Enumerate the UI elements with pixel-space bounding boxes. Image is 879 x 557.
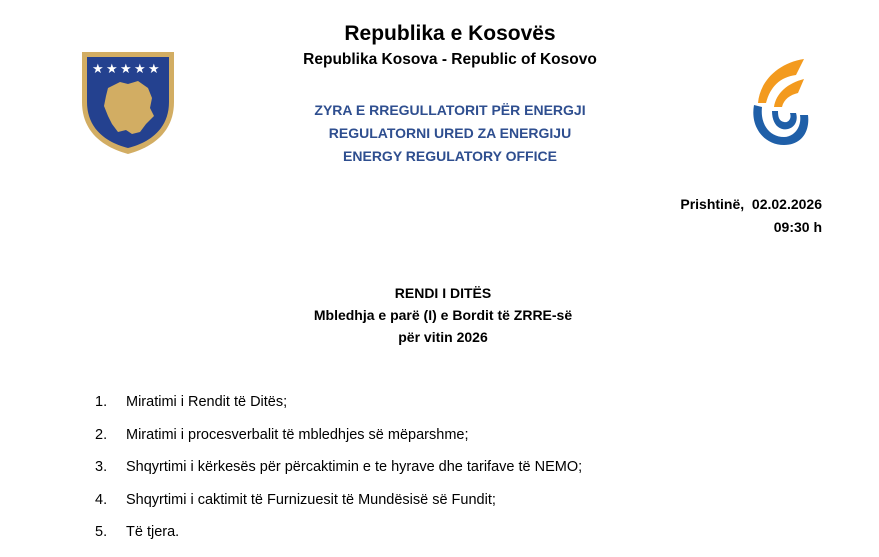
meeting-time: 09:30 h: [773, 219, 822, 235]
office-name-albanian: ZYRA E RREGULLATORIT PËR ENERGJI: [314, 102, 586, 118]
agenda-item-number: 5.: [95, 524, 108, 540]
svg-text:★: ★: [106, 62, 118, 77]
agenda-item: [95, 492, 582, 525]
svg-text:★: ★: [134, 62, 146, 77]
agenda-item: [95, 394, 582, 427]
svg-text:★: ★: [92, 62, 104, 77]
place-date: Prishtinë, 02.02.2026: [680, 196, 822, 212]
svg-text:★: ★: [120, 62, 132, 77]
agenda-list: [95, 394, 582, 557]
office-name-english: ENERGY REGULATORY OFFICE: [343, 148, 557, 164]
svg-text:★: ★: [148, 62, 160, 77]
agenda-item-number: 2.: [95, 426, 108, 443]
agenda-item-text: Të tjera.: [126, 524, 180, 540]
agenda-item: [95, 427, 582, 460]
meeting-year: për vitin 2026: [398, 329, 488, 345]
agenda-item-text: Miratimi i procesverbalit të mbledhjes së mëparshme;: [126, 426, 469, 443]
office-name-serbian: REGULATORNI URED ZA ENERGIJU: [328, 125, 572, 141]
country-name-albanian: Republika e Kosovës: [344, 22, 556, 45]
document-title: RENDI I DITËS: [394, 285, 492, 301]
agenda-item-text: Miratimi i Rendit të Ditës;: [126, 394, 288, 410]
agenda-item: [95, 459, 582, 492]
meeting-subtitle: Mbledhja e parë (I) e Bordit të ZRRE-së: [313, 307, 573, 323]
country-name-serbian-english: Republika Kosova - Republic of Kosovo: [303, 51, 597, 68]
agenda-item-number: 1.: [95, 394, 108, 410]
agenda-item-number: 4.: [95, 491, 108, 508]
agenda-item-text: Shqyrtimi i caktimit të Furnizuesit të Mundësisë së Fundit;: [126, 491, 496, 508]
agenda-item-number: 3.: [95, 459, 108, 475]
agenda-item-text: Shqyrtimi i kërkesës për përcaktimin e te hyrave dhe tarifave të NEMO;: [126, 459, 583, 475]
